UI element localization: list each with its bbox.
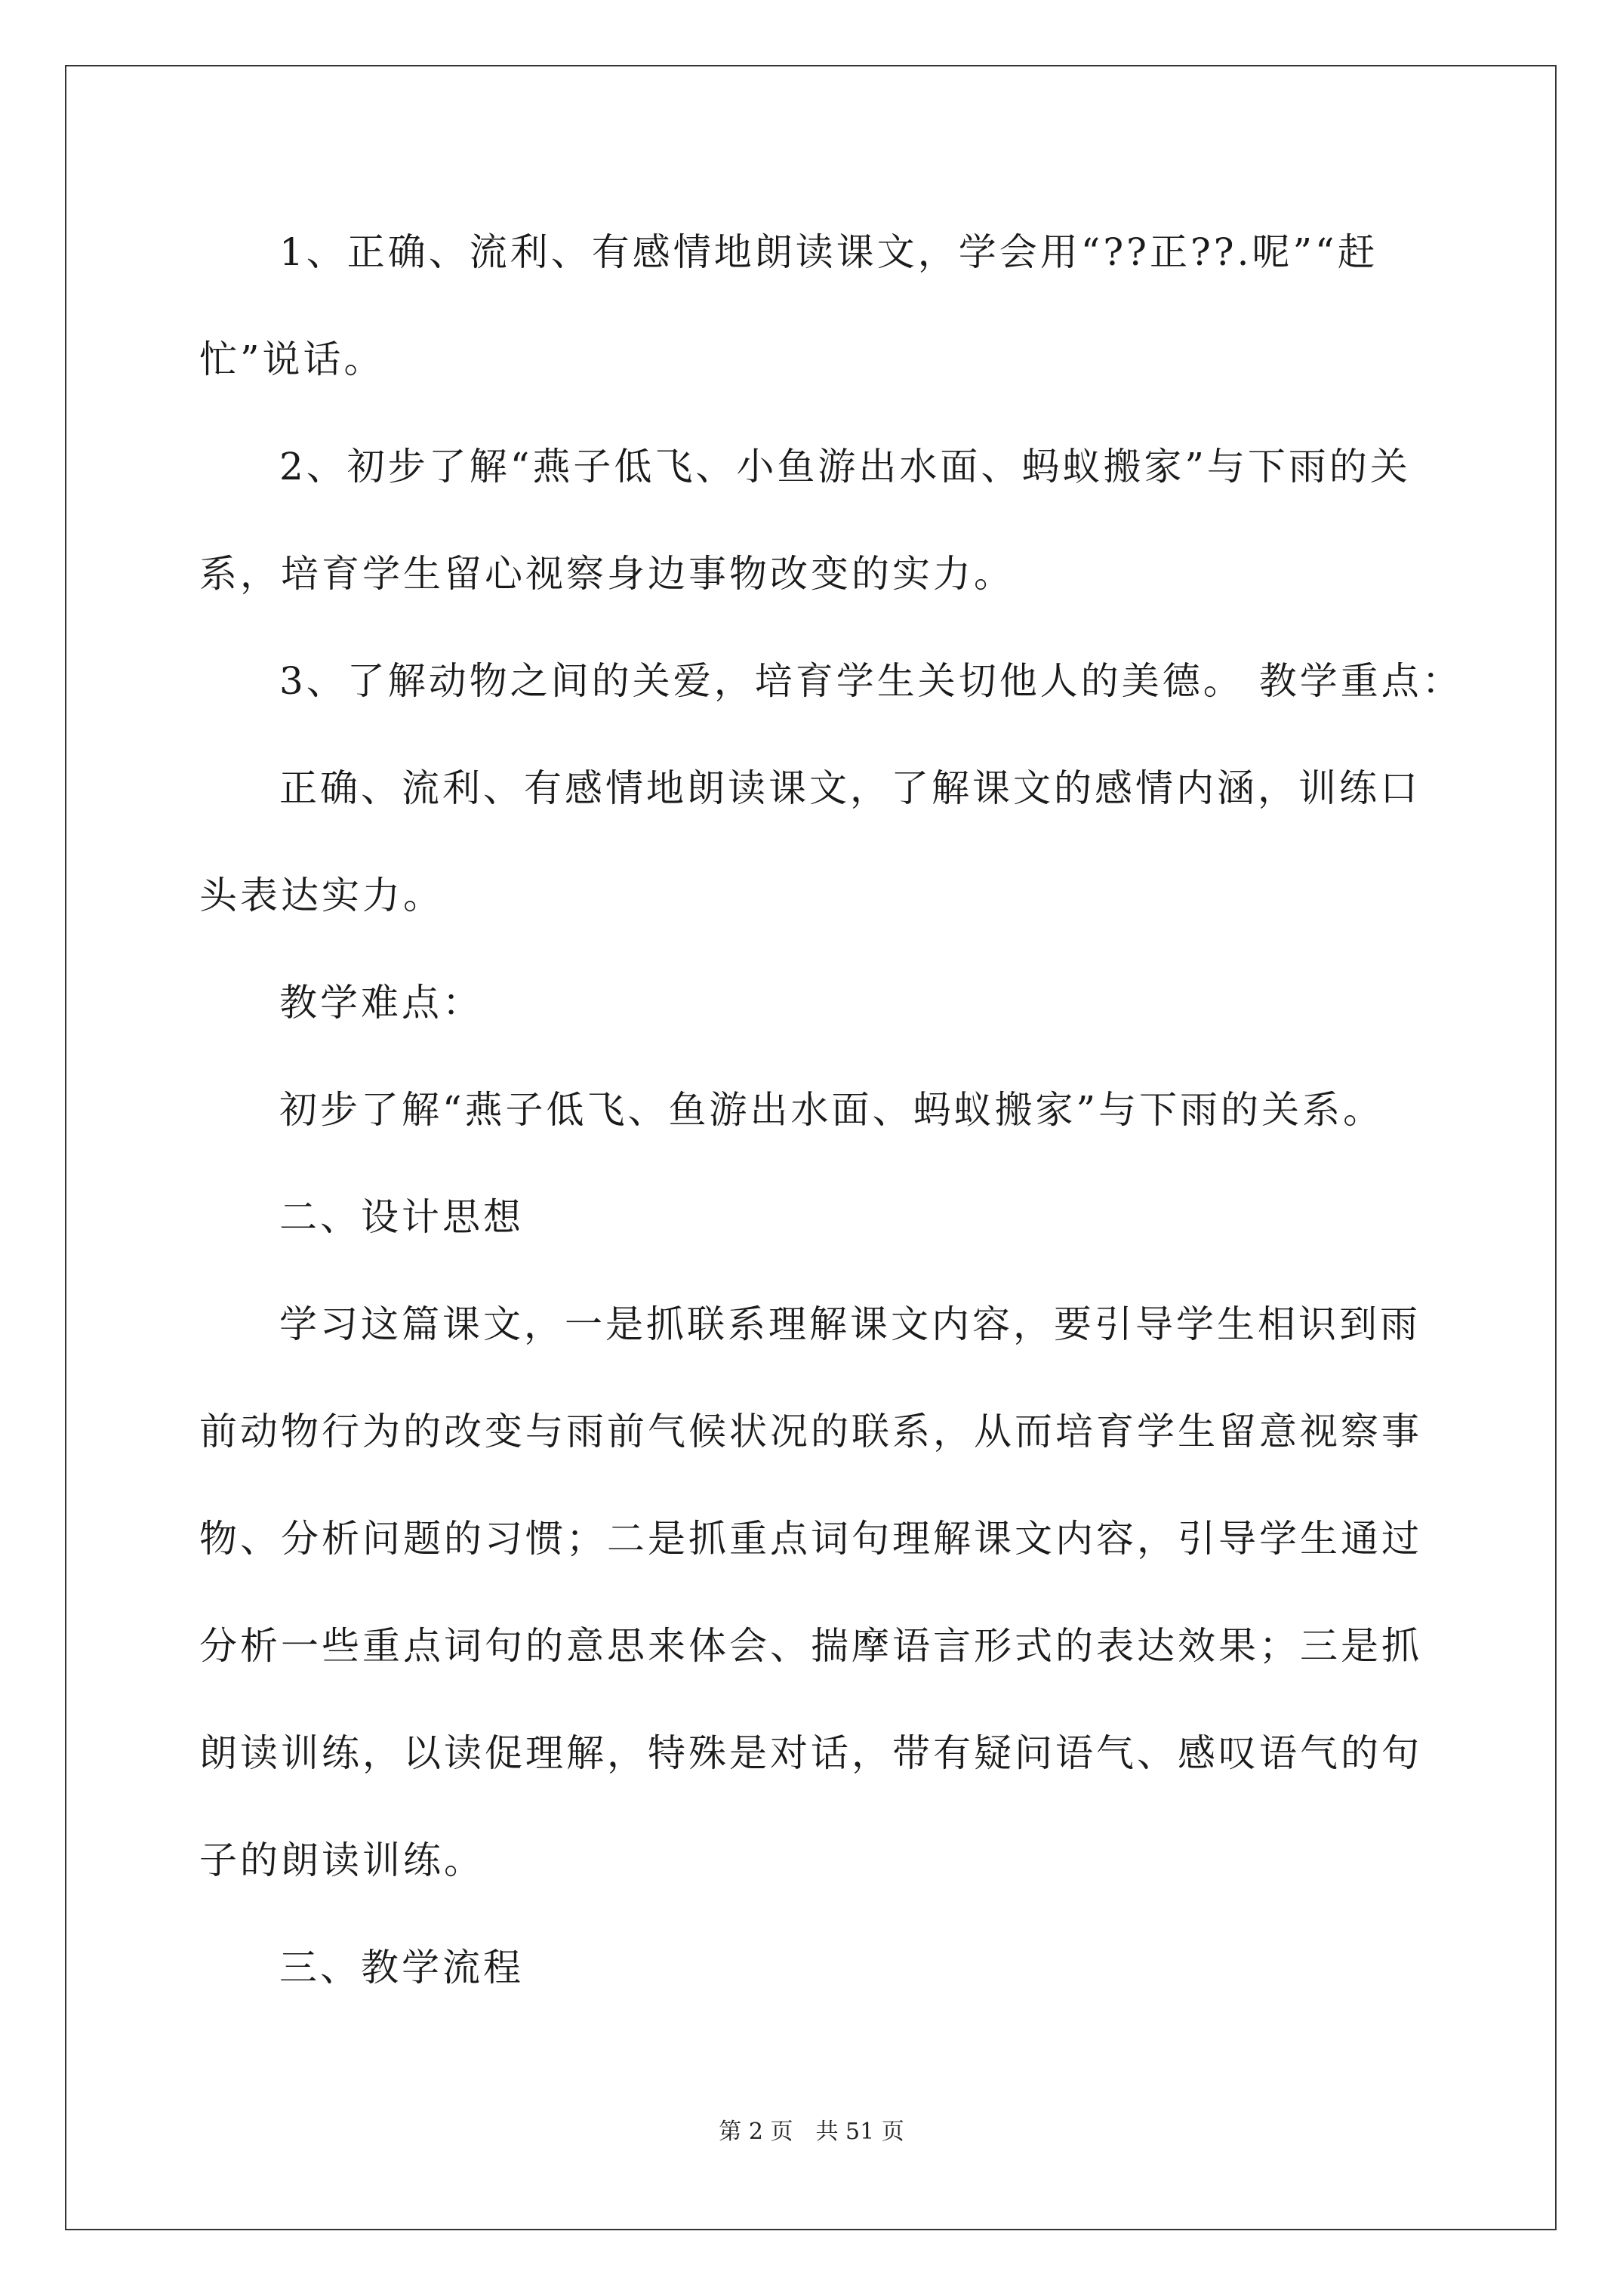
text-line-14: 分析一些重点词句的意思来体会、揣摩语言形式的表达效果；三是抓 bbox=[199, 1624, 1422, 1668]
text-line-7: 头表达实力。 bbox=[199, 874, 444, 917]
text-line-9: 初步了解“燕子低飞、鱼游出水面、蚂蚁搬家”与下雨的关系。 bbox=[279, 1088, 1384, 1132]
text-line-1: 1、正确、流利、有感情地朗读课文，学会用“??正??.呢”“赶 bbox=[279, 230, 1378, 274]
text-line-12: 前动物行为的改变与雨前气候状况的联系，从而培育学生留意视察事 bbox=[199, 1410, 1422, 1453]
text-line-5: 3、了解动物之间的关爱，培育学生关切他人的美德。 教学重点： bbox=[279, 659, 1463, 703]
text-line-13: 物、分析问题的习惯；二是抓重点词句理解课文内容，引导学生通过 bbox=[199, 1517, 1422, 1561]
section-heading-design: 二、设计思想 bbox=[279, 1195, 524, 1239]
text-line-11: 学习这篇课文，一是抓联系理解课文内容，要引导学生相识到雨 bbox=[279, 1302, 1421, 1346]
section-heading-flow: 三、教学流程 bbox=[279, 1946, 524, 1989]
text-line-8: 教学难点： bbox=[279, 981, 483, 1025]
text-line-2: 忙”说话。 bbox=[199, 337, 385, 381]
text-line-6: 正确、流利、有感情地朗读课文，了解课文的感情内涵，训练口 bbox=[279, 766, 1421, 810]
text-line-15: 朗读训练，以读促理解，特殊是对话，带有疑问语气、感叹语气的句 bbox=[199, 1731, 1422, 1775]
page-border bbox=[65, 65, 1557, 2230]
page-footer: 第 2 页 共 51 页 bbox=[719, 2119, 904, 2145]
text-line-3: 2、初步了解“燕子低飞、小鱼游出水面、蚂蚁搬家”与下雨的关 bbox=[279, 445, 1411, 488]
text-line-16: 子的朗读训练。 bbox=[199, 1838, 485, 1882]
text-line-4: 系，培育学生留心视察身边事物改变的实力。 bbox=[199, 552, 1015, 596]
